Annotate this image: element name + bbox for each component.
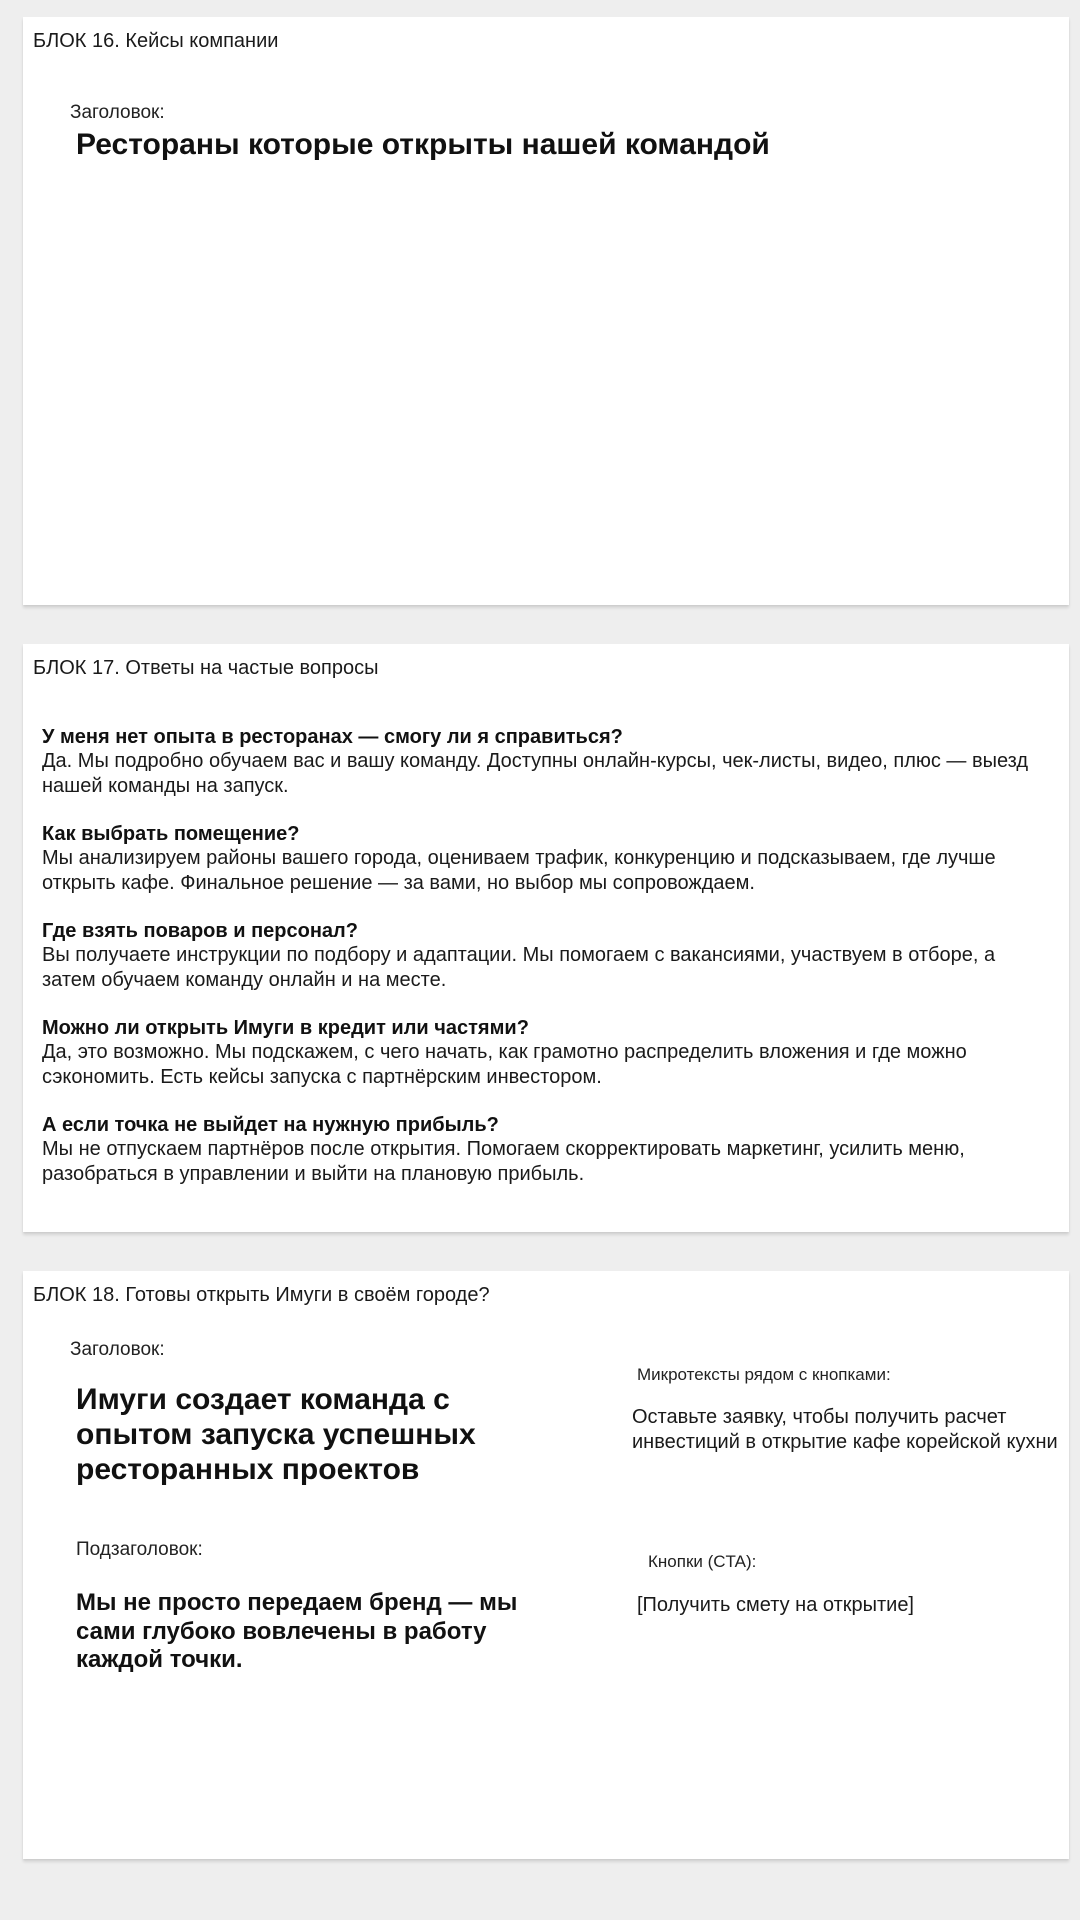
block-16-card	[23, 17, 1069, 605]
faq-question: Можно ли открыть Имуги в кредит или частями?	[42, 1017, 529, 1039]
faq-question: Как выбрать помещение?	[42, 823, 300, 845]
block-18-title: БЛОК 18. Готовы открыть Имуги в своём городе?	[33, 1284, 490, 1306]
faq-answer: Мы не отпускаем партнёров после открытия. Помогаем скорректировать маркетинг, усилить меню, разобраться в управлении и выйти на плановую прибыль.	[42, 1138, 965, 1185]
faq-item	[42, 1113, 1052, 1186]
cta-estimate-button[interactable]: [Получить смету на открытие]	[637, 1594, 914, 1616]
faq-item	[42, 822, 1052, 895]
faq-answer: Да. Мы подробно обучаем вас и вашу команду. Доступны онлайн-курсы, чек-листы, видео, плюс — выезд нашей команды на запуск.	[42, 750, 1029, 797]
block-16-title: БЛОК 16. Кейсы компании	[33, 30, 279, 52]
block-18-heading: Имуги создает команда с опытом запуска успешных ресторанных проектов	[76, 1383, 476, 1486]
faq-item	[42, 725, 1052, 798]
block-16-heading-label: Заголовок:	[70, 102, 165, 123]
faq-item	[42, 919, 1052, 992]
faq-answer: Да, это возможно. Мы подскажем, с чего начать, как грамотно распределить вложения и где можно сэкономить. Есть кейсы запуска с партнёрским инвестором.	[42, 1041, 967, 1088]
block-17-title: БЛОК 17. Ответы на частые вопросы	[33, 657, 379, 679]
block-18-card	[23, 1271, 1069, 1859]
block-17-card	[23, 644, 1069, 1232]
microtext-label: Микротексты рядом с кнопками:	[637, 1365, 891, 1384]
faq-question: А если точка не выйдет на нужную прибыль?	[42, 1114, 499, 1136]
block-18-subheading: Мы не просто передаем бренд — мы сами глубоко вовлечены в работу каждой точки.	[76, 1589, 518, 1673]
block-18-heading-label: Заголовок:	[70, 1339, 165, 1360]
faq-question: У меня нет опыта в ресторанах — смогу ли я справиться?	[42, 726, 623, 748]
block-16-heading: Рестораны которые открыты нашей командой	[76, 128, 770, 161]
faq-item	[42, 1016, 1052, 1089]
block-18-subheading-label: Подзаголовок:	[76, 1539, 203, 1560]
cta-label: Кнопки (CTA):	[648, 1552, 757, 1571]
microtext: Оставьте заявку, чтобы получить расчет инвестиций в открытие кафе корейской кухни	[632, 1406, 1058, 1453]
faq-list	[42, 725, 1052, 1210]
faq-answer: Вы получаете инструкции по подбору и адаптации. Мы помогаем с вакансиями, участвуем в отборе, а затем обучаем команду онлайн и на месте.	[42, 944, 996, 991]
faq-question: Где взять поваров и персонал?	[42, 920, 358, 942]
faq-answer: Мы анализируем районы вашего города, оцениваем трафик, конкуренцию и подсказываем, где лучше открыть кафе. Финальное решение — за вами, но выбор мы сопровождаем.	[42, 847, 996, 894]
